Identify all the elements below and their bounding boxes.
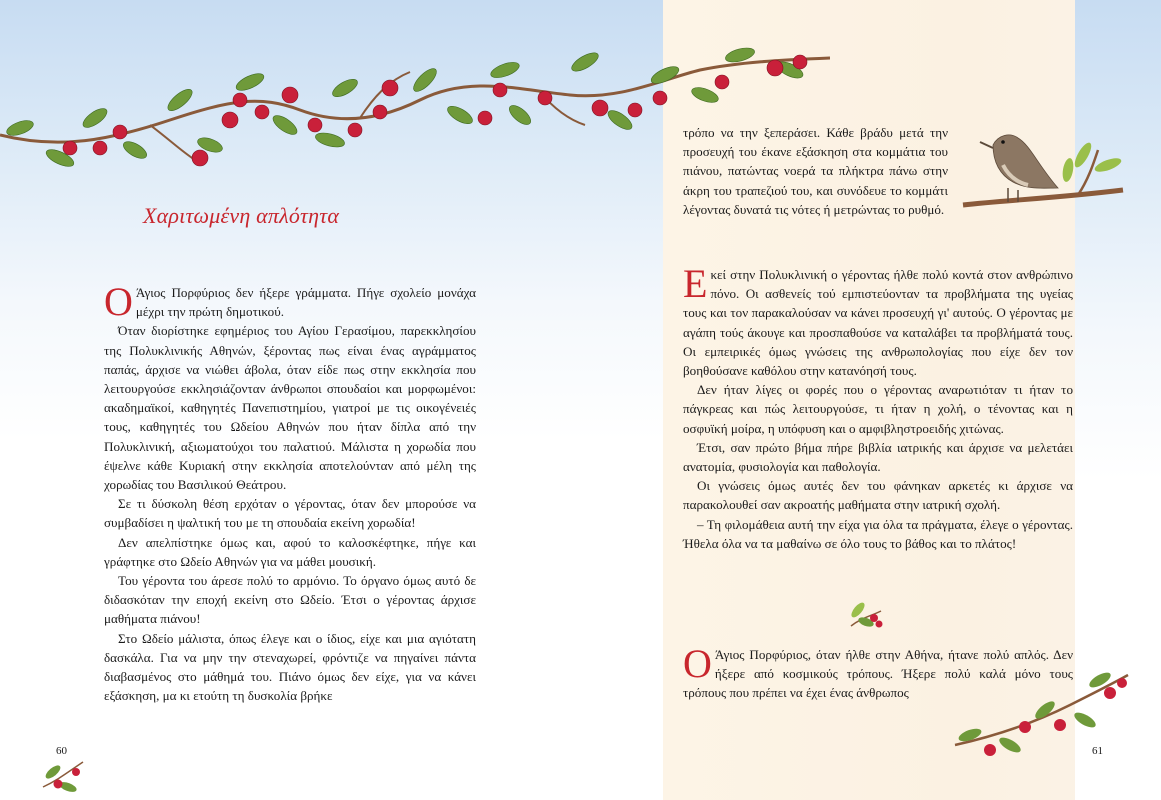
continued-paragraph: τρόπο να την ξεπεράσει. Κάθε βράδυ μετά την προσευχή του έκανε εξάσκηση στα κομμάτια του πιάνου, πατώντας νοερά τα πλήκτρα πάνω στην άκρη του τραπεζιού του, και συνόδευε το κομμάτι λέγοντας δυνατά τις νότες ή μετρώντας το ρυθμό.	[683, 125, 948, 217]
berry-sprig-corner-icon	[38, 752, 88, 797]
paragraph: Σε τι δύσκολη θέση ερχόταν ο γέροντας, όταν δεν μπορούσε να συμβαδίσει η ψαλτική του με τη σπουδαία εκείνη χορωδία!	[104, 496, 476, 531]
opening-paragraph: Ο Άγιος Πορφύριος δεν ήξερε γράμματα. Πήγε σχολείο μονάχα μέχρι την πρώτη δημοτικού.	[104, 279, 476, 324]
berry-sprig-icon	[846, 596, 886, 636]
drop-cap: Ο	[683, 641, 712, 686]
paragraph: Οι γνώσεις όμως αυτές δεν του φάνηκαν αρκετές κι άρχισε να παρακολουθεί σαν ακροατής μαθήματα στην ιατρική σχολή.	[683, 478, 1073, 513]
drop-cap: Ε	[683, 261, 708, 306]
right-mid-text	[683, 261, 1073, 553]
paragraph: Δεν απελπίστηκε όμως και, αφού το καλοσκέφτηκε, πήγε και γράφτηκε στο Ωδείο Αθηνών για να μάθει μουσική.	[104, 534, 476, 569]
right-bottom-text	[683, 641, 1073, 703]
section-paragraph: Εκεί στην Πολυκλινική ο γέροντας ήλθε πολύ κοντά στον ανθρώπινο πόνο. Οι ασθενείς τού εμπιστεύονταν τα προβλήματα της υγείας τους και τον παρακαλούσαν να κάνει προσευχή γι' αυτούς. Ο γέροντας με αγάπη τούς άκουγε και προσπαθούσε να καταλάβει τα προβλήματά τους. Οι εμπειρικές όμως γνώσεις της ανθρωπολογίας που είχε δεν τον βοηθούσανε καθόλου στην κατανόησή τους.	[683, 261, 1073, 379]
paragraph: Του γέροντα του άρεσε πολύ το αρμόνιο. Το όργανο όμως αυτό δε διδασκόταν την εποχή εκείνη στο Ωδείο. Έτσι ο γέροντας άρχισε μαθήματα πιάνου!	[104, 573, 476, 627]
drop-cap: Ο	[104, 279, 133, 324]
paragraph: Στο Ωδείο μάλιστα, όπως έλεγε και ο ίδιος, είχε και μια αγιότατη δασκάλα. Για να μην την στεναχωρεί, φρόντιζε να πηγαίνει πάντα διαβασμένος στο μάθημά του. Πιάνο όμως δεν είχε, για να κάνει εξάσκηση, μα κι ετούτη τη δυσκολία βρήκε	[104, 630, 476, 704]
right-top-text	[683, 123, 948, 219]
page-number-left: 60	[56, 745, 67, 757]
section-paragraph: Ο Άγιος Πορφύριος, όταν ήλθε στην Αθήνα, ήτανε πολύ απλός. Δεν ήξερε από κοσμικούς τρόπους. Ήξερε πολύ καλά μόνο τους τρόπους που πρέπει να έχει ένας άνθρωπος	[683, 641, 1073, 701]
chapter-heading: Χαριτωμένη απλότητα	[143, 203, 340, 228]
nightingale-bird-illustration	[958, 120, 1128, 240]
paragraph: Έτσι, σαν πρώτο βήμα πήρε βιβλία ιατρικής και άρχισε να μελετάει ανατομία, φυσιολογία και παθολογία.	[683, 439, 1073, 475]
paragraph: Δεν ήταν λίγες οι φορές που ο γέροντας αναρωτιόταν τι ήταν το πάγκρεας και πώς λειτουργούσε, τι ήταν η χολή, ο τένοντας και η οσφυϊκή μοίρα, η υπόφυση και ο αμφιβληστροειδής χιτώνας.	[683, 382, 1073, 436]
paragraph: Όταν διορίστηκε εφημέριος του Αγίου Γερασίμου, παρεκκλησίου της Πολυκλινικής Αθηνών, ξέροντας πως είναι ένας αγράμματος παπάς, άρχισε να νιώθει άβολα, όταν είδε πως στην εκκλησία που λειτουργούσε εκκλησιάζονταν άνθρωποι σπουδαίοι και μορφωμένοι: ακαδημαϊκοί, καθηγητές Πανεπιστημίου, γιατροί με τις οικογένειές τους, καθηγητές του Ωδείου Αθηνών που ήταν δίπλα από την Πολυκλινική, αξιωματούχοι του παλατιού. Μάλιστα η χορωδία που έψελνε κάθε Κυριακή στην εκκλησία αποτελούνταν από μέλη της χορωδίας του Βασιλικού Θεάτρου.	[104, 323, 476, 493]
left-text-column	[104, 279, 476, 705]
paragraph: – Τη φιλομάθεια αυτή την είχα για όλα τα πράγματα, έλεγε ο γέροντας. Ήθελα όλα να τα μαθαίνω σε όλο τους το βάθος και το πλάτος!	[683, 516, 1073, 551]
page-number-right: 61	[1092, 745, 1103, 757]
